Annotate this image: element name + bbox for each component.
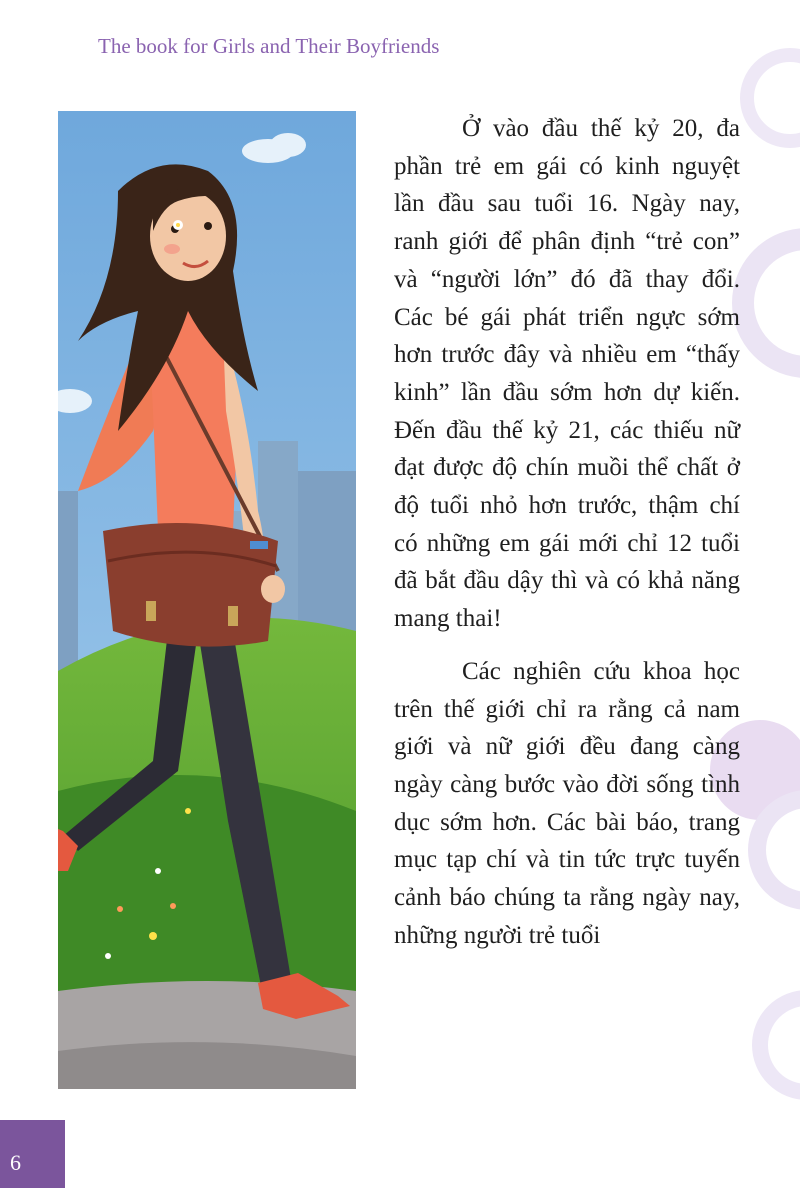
body-text	[394, 110, 740, 954]
girl-walking-illustration	[58, 111, 356, 1089]
girl-walking-with-satchel-icon	[58, 111, 356, 1089]
paragraph-2: Các nghiên cứu khoa học trên thế giới chỉ ra rằng cả nam giới và nữ giới đều đang càng ngày càng bước vào đời sống tình dục sớm hơn. Các bài báo, trang mục tạp chí và tin tức trực tuyến cảnh báo chúng ta rằng ngày nay, những người trẻ tuổi	[394, 657, 740, 949]
decorative-ring-top	[740, 48, 800, 148]
decorative-ring-upper	[732, 228, 800, 378]
decorative-ring-bottom	[752, 990, 800, 1100]
paragraph-1: Ở vào đầu thế kỷ 20, đa phần trẻ em gái có kinh nguyệt lần đầu sau tuổi 16. Ngày nay, ranh giới để phân định “trẻ con” và “người lớn” đó đã thay đổi. Các bé gái phát triển ngực sớm hơn trước đây và nhiều em “thấy kinh” lần đầu sớm hơn dự kiến. Đến đầu thế kỷ 21, các thiếu nữ đạt được độ chín muồi thể chất ở độ tuổi nhỏ hơn trước, thậm chí có những em gái mới chỉ 12 tuổi đã bắt đầu dậy thì và có khả năng mang thai!	[394, 115, 740, 633]
running-header: The book for Girls and Their Boyfriends	[98, 34, 440, 58]
page-number: 6	[10, 1150, 21, 1175]
